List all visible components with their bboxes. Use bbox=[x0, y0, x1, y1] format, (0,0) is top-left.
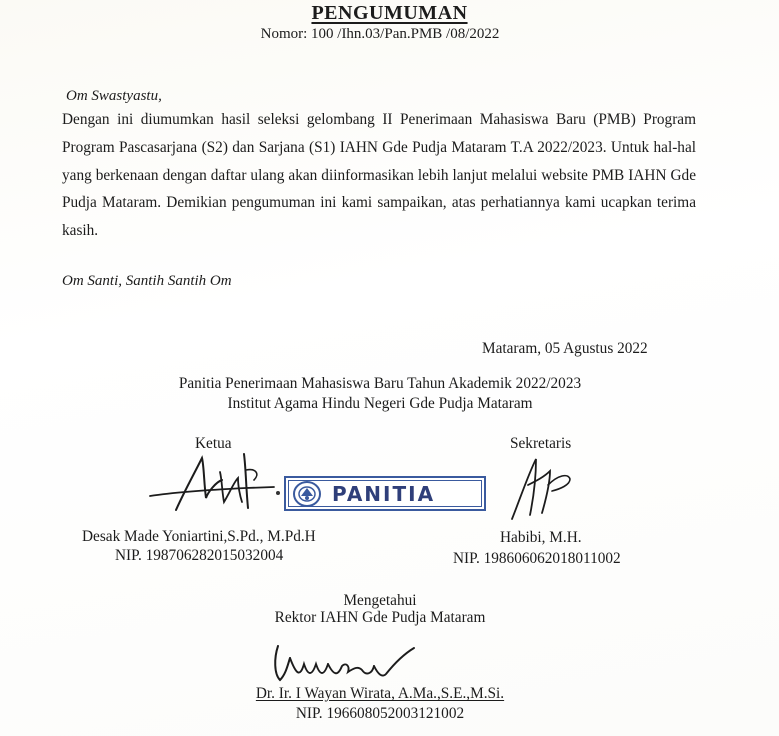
sekretaris-role-label: Sekretaris bbox=[510, 435, 572, 452]
panitia-stamp bbox=[284, 476, 486, 511]
document-number: Nomor: 100 /Ihn.03/Pan.PMB /08/2022 bbox=[260, 26, 500, 42]
rector-signature bbox=[262, 640, 422, 686]
sekretaris-signature bbox=[506, 455, 576, 523]
ketua-name: Desak Made Yoniartini,S.Pd., M.Pd.H bbox=[82, 528, 316, 545]
document-title: PENGUMUMAN bbox=[311, 2, 468, 24]
committee-line-1: Panitia Penerimaan Mahasiswa Baru Tahun Akademik 2022/2023 bbox=[178, 375, 582, 392]
stamp-label: PANITIA bbox=[332, 481, 436, 506]
opening-greeting: Om Swastyastu, bbox=[66, 88, 162, 104]
rector-name: Dr. Ir. I Wayan Wirata, A.Ma.,S.E.,M.Si. bbox=[255, 685, 505, 702]
rector-title: Rektor IAHN Gde Pudja Mataram bbox=[274, 609, 486, 626]
institution-logo-icon bbox=[292, 480, 322, 508]
approval-label: Mengetahui bbox=[343, 592, 417, 609]
committee-line-2: Institut Agama Hindu Negeri Gde Pudja Mataram bbox=[227, 395, 533, 412]
committee-heading bbox=[0, 374, 760, 414]
stamp-dot bbox=[276, 491, 280, 495]
ketua-signature bbox=[146, 452, 286, 514]
announcement-paragraph: Dengan ini diumumkan hasil seleksi gelombang II Penerimaan Mahasiswa Baru (PMB) Program Program Pascasarjana (S2) dan Sarjana (S1) IAHN Gde Pudja Mataram T.A 2022/2023. Untuk hal-hal yang berkenaan dengan daftar ulang akan diinformasikan lebih lanjut melalui website PMB IAHN Gde Pudja Mataram. Demikian pengumuman ini kami sampaikan, atas perhatiannya kami ucapkan terima kasih. bbox=[62, 111, 696, 240]
closing-greeting: Om Santi, Santih Santih Om bbox=[62, 273, 232, 289]
sekretaris-nip: NIP. 198606062018011002 bbox=[453, 550, 621, 567]
ketua-role-label: Ketua bbox=[195, 435, 232, 452]
rector-nip: NIP. 196608052003121002 bbox=[295, 705, 465, 722]
place-date: Mataram, 05 Agustus 2022 bbox=[482, 340, 648, 357]
ketua-nip: NIP. 198706282015032004 bbox=[115, 547, 284, 564]
sekretaris-name: Habibi, M.H. bbox=[500, 529, 582, 546]
